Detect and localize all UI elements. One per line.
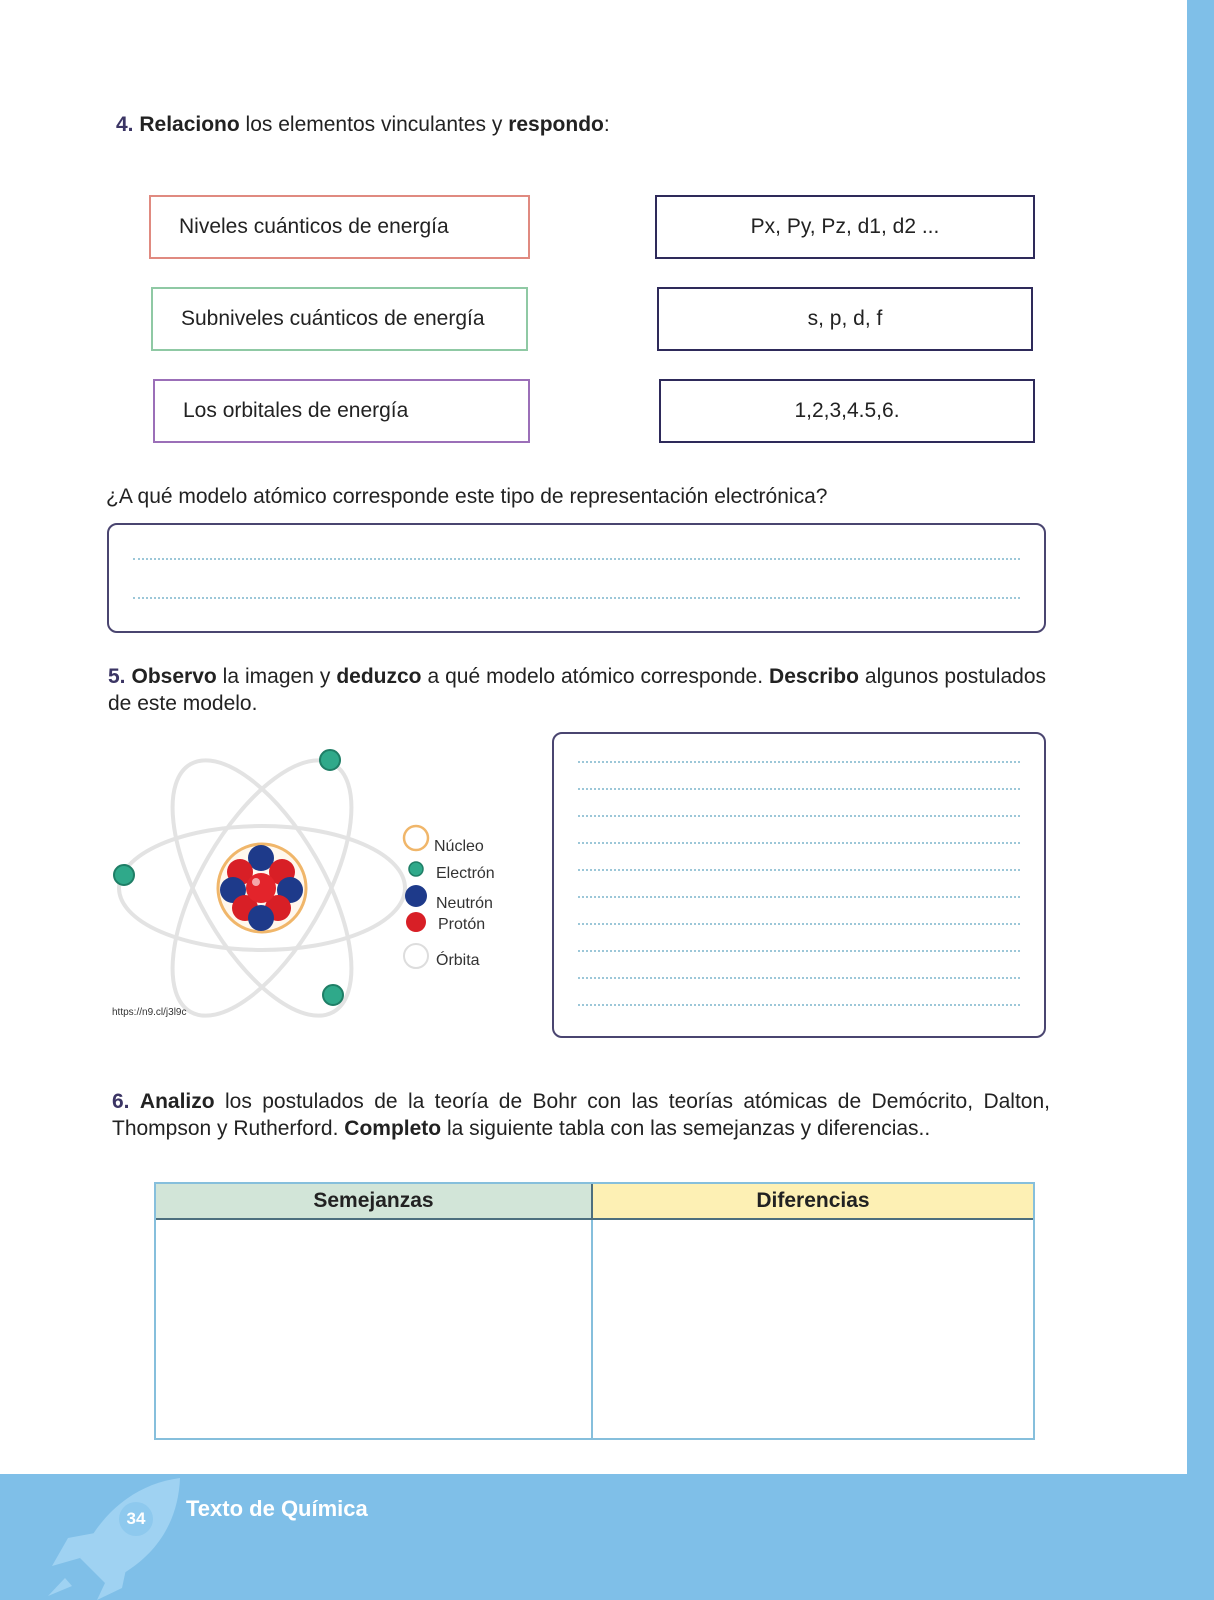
- page-number: 34: [119, 1502, 153, 1536]
- right-item-sublevels[interactable]: [657, 287, 1033, 351]
- electron-dot: [323, 985, 343, 1005]
- electron-legend-icon: [409, 862, 423, 876]
- electron-dot: [320, 750, 340, 770]
- legend-neutron: Neutrón: [436, 895, 493, 912]
- left-item-niveles[interactable]: [149, 195, 530, 259]
- header-diferencias: Diferencias: [593, 1184, 1033, 1220]
- image-source-url: https://n9.cl/j3l9c: [112, 1007, 187, 1018]
- answer-line: [578, 1004, 1020, 1006]
- answer-box-q4[interactable]: [107, 523, 1046, 633]
- footer-title: Texto de Química: [186, 1496, 368, 1521]
- right-item-label: Px, Py, Pz, d1, d2 ...: [750, 215, 940, 238]
- left-item-subniveles[interactable]: [151, 287, 528, 351]
- right-item-levels[interactable]: [659, 379, 1035, 443]
- answer-line: [578, 923, 1020, 925]
- left-item-label: Niveles cuánticos de energía: [179, 215, 449, 238]
- cell-diferencias[interactable]: [593, 1220, 1033, 1438]
- left-item-label: Subniveles cuánticos de energía: [181, 307, 485, 330]
- left-item-orbitales[interactable]: [153, 379, 530, 443]
- answer-line: [578, 815, 1020, 817]
- orbit-legend-icon: [404, 944, 428, 968]
- sidebar-stripe: [1187, 0, 1214, 1600]
- rocket-icon: [40, 1478, 190, 1600]
- legend-orbit: Órbita: [436, 952, 480, 969]
- legend-electron: Electrón: [436, 865, 495, 882]
- header-semejanzas: Semejanzas: [156, 1184, 593, 1220]
- answer-box-q5[interactable]: [552, 732, 1046, 1038]
- answer-line: [133, 597, 1020, 599]
- right-item-label: s, p, d, f: [807, 307, 883, 330]
- answer-line: [578, 977, 1020, 979]
- question-4-title: 4. Relaciono los elementos vinculantes y respondo:: [116, 113, 610, 136]
- answer-line: [578, 950, 1020, 952]
- question-6-title: 6. Analizo los postulados de la teoría de Bohr con las teorías atómicas de Demócrito, Dalton, Thompson y Rutherford. Completo la siguiente tabla con las semejanzas y diferencias..: [112, 1090, 1051, 1140]
- question-5-title: 5. Observo la imagen y deduzco a qué modelo atómico corresponde. Describo algunos postulados de este modelo.: [108, 665, 1047, 715]
- answer-line: [578, 842, 1020, 844]
- question-4-prompt: ¿A qué modelo atómico corresponde este tipo de representación electrónica?: [106, 485, 828, 508]
- legend-proton: Protón: [438, 916, 486, 933]
- answer-line: [578, 896, 1020, 898]
- nucleus-legend-icon: [404, 826, 428, 850]
- left-item-label: Los orbitales de energía: [183, 399, 409, 422]
- neutron-legend-icon: [405, 885, 427, 907]
- answer-line: [578, 788, 1020, 790]
- answer-line: [578, 869, 1020, 871]
- comparison-table: [154, 1182, 1035, 1440]
- electron-dot: [114, 865, 134, 885]
- answer-line: [133, 558, 1020, 560]
- answer-line: [578, 761, 1020, 763]
- right-item-orbitals[interactable]: [655, 195, 1035, 259]
- proton-legend-icon: [406, 912, 426, 932]
- legend-nucleus: Núcleo: [434, 838, 484, 855]
- right-item-label: 1,2,3,4.5,6.: [794, 399, 900, 422]
- cell-semejanzas[interactable]: [156, 1220, 593, 1438]
- bohr-atom-illustration: [105, 748, 525, 1028]
